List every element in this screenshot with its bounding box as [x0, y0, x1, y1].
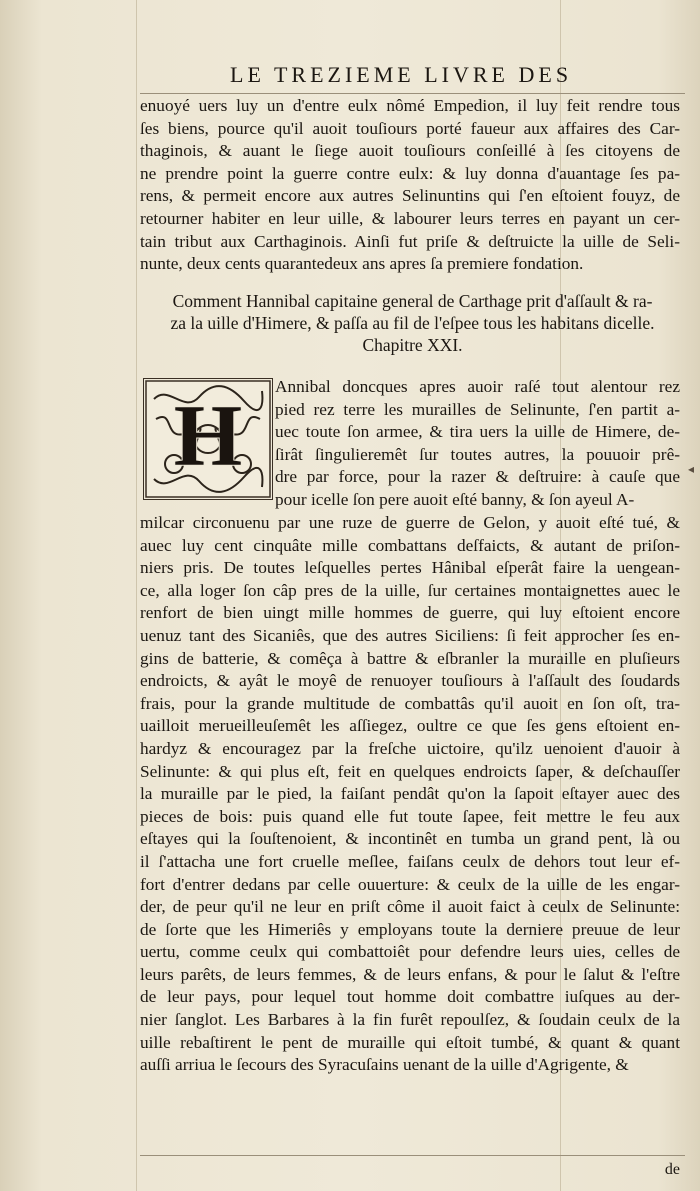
- text-line: de ſorte que les Himeriês y employans toute la derniere preuue de leur: [140, 919, 680, 939]
- text-line: enuoyé uers luy un d'entre eulx nômé Empedion, il luy feit rendre tous: [140, 96, 680, 115]
- text-line: fort d'entrer dedans par celle ouuerture: & ceulx de la uille de les engar-: [140, 874, 680, 894]
- footer-rule: [140, 1155, 685, 1156]
- heading-line: za la uille d'Himere, & paſſa au fil de l'eſpee tous les habitans dicelle.: [170, 313, 655, 333]
- margin-mark: ◂: [687, 462, 694, 476]
- text-line: uille rebaſtirent le pent de muraille qui eſtoit tumbé, & quant & quant: [140, 1032, 680, 1052]
- text-line: thaginois, & auant le ſiege auoit touſiours conſeillé à ſes citoyens de: [140, 141, 680, 161]
- text-line: de leur pays, pour lequel tout homme doit combattre iuſques au der-: [140, 987, 680, 1007]
- text-line: rens, & permeit encore aux autres Selinuntins qui ſ'en eſtoient fouyz, de: [140, 186, 680, 206]
- paragraph-2: [140, 512, 680, 1077]
- text-line: hardyz & encouragez par la freſche uictoire, qu'ilz uenoient d'auoir à: [140, 738, 680, 758]
- text-line: endroicts, & ayât le moyê de renuoyer touſiours à l'aſſault des ſoudards: [140, 671, 680, 691]
- text-line: frais, pour la grande multitude de combattâs qu'il auoit en ſon oſt, tra-: [140, 693, 680, 713]
- text-line: auſſi arriua le ſecours des Syracuſains uenant de la uille d'Agrigente, &: [140, 1055, 629, 1075]
- text-line: uailloit merueilleuſemêt les aſſiegez, oultre ce que ſes gens eſtoient en-: [140, 716, 680, 736]
- paragraph-1: [140, 95, 680, 276]
- text-line: pour icelle ſon pere auoit eſté banny, & ſon ayeul A-: [275, 489, 635, 509]
- text-line: Annibal doncques apres auoir raſé tout alentour rez: [275, 377, 680, 396]
- catchword: de: [664, 1161, 680, 1178]
- text-line: nier ſanglot. Les Barbares à la fin furêt repoulſez, & ſoudain ceulx de la: [140, 1010, 680, 1030]
- text-line: uec toute ſon armee, & tira uers la uille de Himere, de-: [275, 422, 680, 442]
- text-line: uertu, comme ceulx qui combattoiêt pour defendre leurs uies, celles de: [140, 942, 680, 962]
- text-line: retourner habiter en leur uille, & labourer leurs terres en payant un cer-: [140, 208, 680, 228]
- text-line: nunte, deux cents quarantedeux ans apres ſa premiere fondation.: [140, 254, 584, 274]
- header-rule: [140, 93, 685, 94]
- text-line: niers pris. De toutes leſquelles pertes Hânibal eſperât faire la uengean-: [140, 558, 680, 578]
- text-line: eſtayes qui la ſouſtenoient, & incontinêt en tumba un grand pent, là ou: [140, 829, 680, 849]
- text-line: dre par force, pour la razer & deſtruire: à cauſe que: [275, 467, 680, 487]
- paragraph-2-indented: [140, 376, 680, 512]
- chapter-heading: [140, 290, 685, 356]
- text-line: ſirât ſingulieremêt ſur toutes autres, la pouuoir prê-: [275, 444, 680, 464]
- gutter-line: [136, 0, 137, 1191]
- svg-text:H: H: [173, 388, 243, 485]
- text-line: ne prendre point la guerre contre eulx: & luy donna d'auantage ſes pa-: [140, 163, 680, 183]
- text-line: gins de batterie, & comêça à battre & eſbranler la muraille en pluſieurs: [140, 648, 680, 668]
- text-line: la muraille par le pied, la faiſant pendât qu'on la ſapoit eſtayer auec des: [140, 784, 680, 804]
- text-line: der, de peur qu'il ne leur en priſt côme il auoit faict à ceulx de Selinunte:: [140, 897, 680, 917]
- text-line: uenuz tant des Sicaniês, que des autres Siciliens: ſi feit approcher ſes en-: [140, 625, 680, 645]
- text-line: ſes biens, pource qu'il auoit touſiours porté faueur aux affaires des Car-: [140, 118, 680, 138]
- text-line: ce, alla loger ſon câp pres de la uille, ſur certaines montaignettes auec le: [140, 580, 680, 600]
- text-line: leurs parêts, de leurs femmes, & de leurs enfans, & pour le ſalut & l'eſtre: [140, 964, 680, 984]
- heading-line: Comment Hannibal capitaine general de Carthage prit d'aſſault & ra-: [172, 291, 653, 311]
- text-line: pieces de bois: puis quand elle fut toute ſapee, feit mettre le feu aux: [140, 806, 680, 826]
- text-line: tain tribut aux Carthaginois. Ainſi fut priſe & deſtruicte la uille de Seli-: [140, 231, 680, 251]
- text-line: milcar circonuenu par une ruze de guerre de Gelon, y auoit eſté tué, &: [140, 513, 680, 532]
- text-line: renfort de bien uingt mille hommes de guerre, qui luy eſtoient encore: [140, 603, 680, 623]
- text-line: auec luy cent cinquâte mille combattans deſfaicts, & autant de priſon-: [140, 535, 680, 555]
- running-header: LE TREZIEME LIVRE DES: [230, 62, 573, 87]
- heading-line: Chapitre XXI.: [362, 335, 463, 355]
- text-line: Selinunte: & qui plus eſt, feit en quelques endroicts ſaper, & deſchauſſer: [140, 761, 680, 781]
- text-line: il ſ'attacha une fort cruelle meſlee, faiſans ceulx de dehors tout leur ef-: [140, 851, 680, 871]
- text-line: pied rez terre les murailles de Selinunte, ſ'en partit a-: [275, 399, 680, 419]
